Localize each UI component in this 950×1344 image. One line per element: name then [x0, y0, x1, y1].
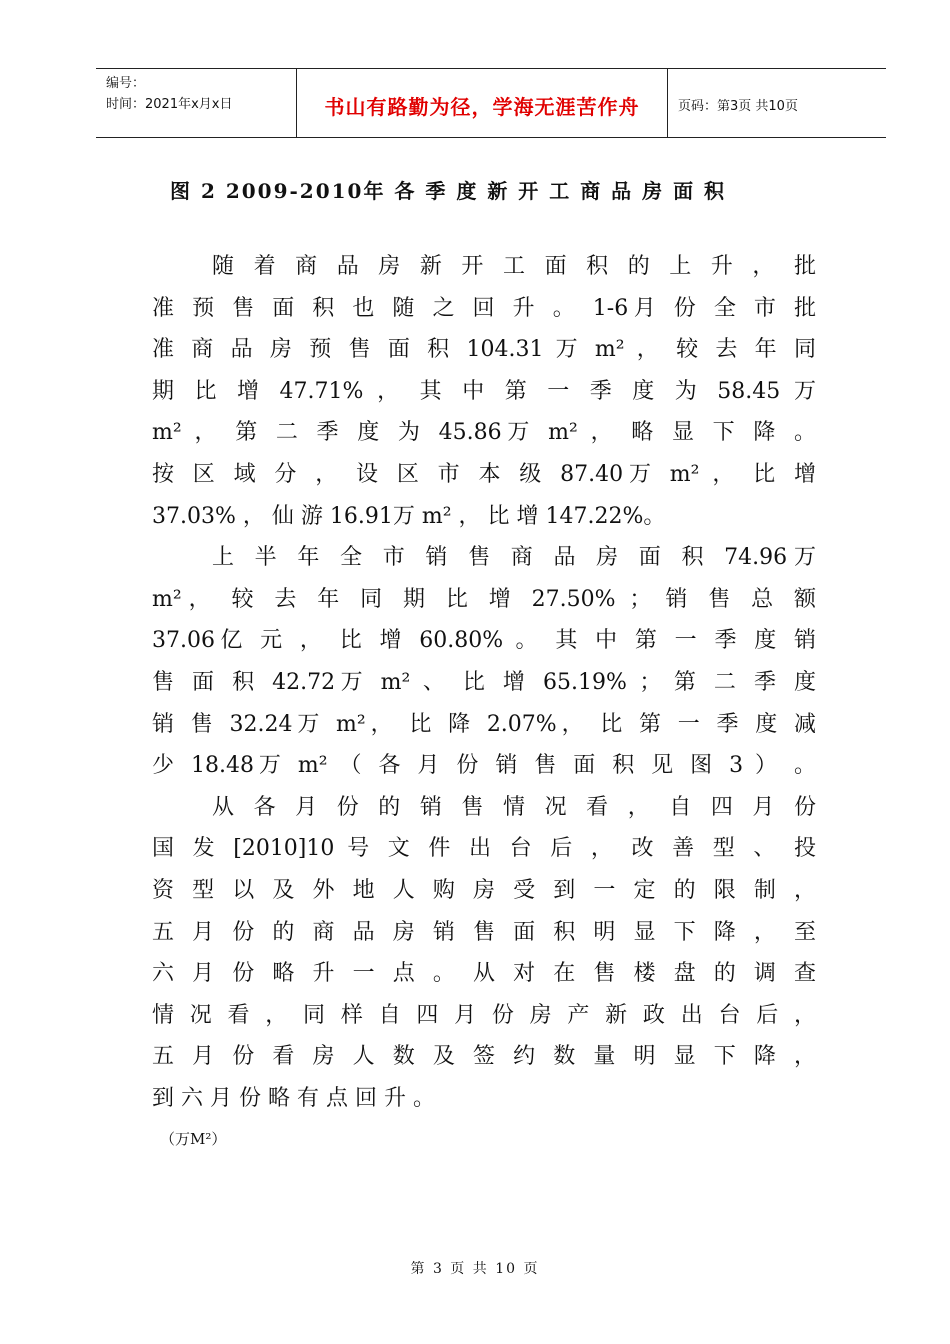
- header-left-cell: [96, 69, 297, 137]
- text-line: 五 月 份 的 商 品 房 销 售 面 积 明 显 下 降 ， 至: [152, 919, 816, 945]
- text-line: 随 着 商 品 房 新 开 工 面 积 的 上 升 ， 批: [212, 254, 816, 279]
- text-line: 五 月 份 看 房 人 数 及 签 约 数 量 明 显 下 降 ，: [152, 1044, 816, 1070]
- text-line: 准 预 售 面 积 也 随 之 回 升 。 1-6月 份 全 市 批: [152, 295, 816, 321]
- header-center-cell: [297, 69, 668, 137]
- text-line: 按 区 域 分 ， 设 区 市 本 级 87.40万 m² ， 比 增: [152, 461, 816, 487]
- header-right-cell: [668, 69, 886, 137]
- text-line: m² ， 第 二 季 度 为 45.86万 m² ， 略 显 下 降 。: [152, 420, 816, 446]
- text-line: m²， 较 去 年 同 期 比 增 27.50% ； 销 售 总 额: [152, 586, 816, 612]
- page-footer: 第 3 页 共 10 页: [410, 1261, 540, 1277]
- figure-title: 图 2 2009-2010年 各 季 度 新 开 工 商 品 房 面 积: [170, 179, 727, 203]
- unit-label: （万M²）: [160, 1130, 227, 1148]
- serial-label: 编号：: [106, 76, 146, 91]
- text-line: 准 商 品 房 预 售 面 积 104.31 万 m² ， 较 去 年 同: [152, 337, 816, 363]
- text-line: 上 半 年 全 市 销 售 商 品 房 面 积 74.96万: [212, 545, 816, 571]
- motto-text: 书山有路勤为径，学海无涯苦作舟: [324, 95, 640, 119]
- page-info: 页码：第3页 共10页: [678, 99, 798, 114]
- page-header: [96, 68, 886, 138]
- text-line: 37.06亿 元 ， 比 增 60.80% 。 其 中 第 一 季 度 销: [152, 628, 816, 654]
- text-line: 售 面 积 42.72万 m² 、 比 增 65.19% ； 第 二 季 度: [152, 669, 816, 695]
- text-line: 到 六 月 份 略 有 点 回 升 。: [152, 1085, 435, 1111]
- text-line: 情 况 看 ， 同 样 自 四 月 份 房 产 新 政 出 台 后 ，: [152, 1002, 816, 1028]
- text-line: 期 比 增 47.71% ， 其 中 第 一 季 度 为 58.45 万: [152, 378, 816, 404]
- body-text: [152, 246, 816, 1119]
- text-line: 37.03% ， 仙 游 16.91万 m² ， 比 增 147.22%。: [152, 503, 666, 529]
- text-line: 国 发 [2010]10 号 文 件 出 台 后 ， 改 善 型 、 投: [152, 836, 816, 862]
- text-line: 资 型 以 及 外 地 人 购 房 受 到 一 定 的 限 制 ，: [152, 877, 816, 903]
- text-line: 销 售 32.24万 m²， 比 降 2.07%， 比 第 一 季 度 减: [152, 711, 816, 737]
- text-line: 六 月 份 略 升 一 点 。 从 对 在 售 楼 盘 的 调 查: [152, 961, 816, 987]
- time-label: 时间：2021年x月x日: [106, 97, 233, 112]
- text-line: 少 18.48万 m² （ 各 月 份 销 售 面 积 见 图 3 ） 。: [152, 753, 816, 779]
- text-line: 从 各 月 份 的 销 售 情 况 看 ， 自 四 月 份: [212, 794, 816, 820]
